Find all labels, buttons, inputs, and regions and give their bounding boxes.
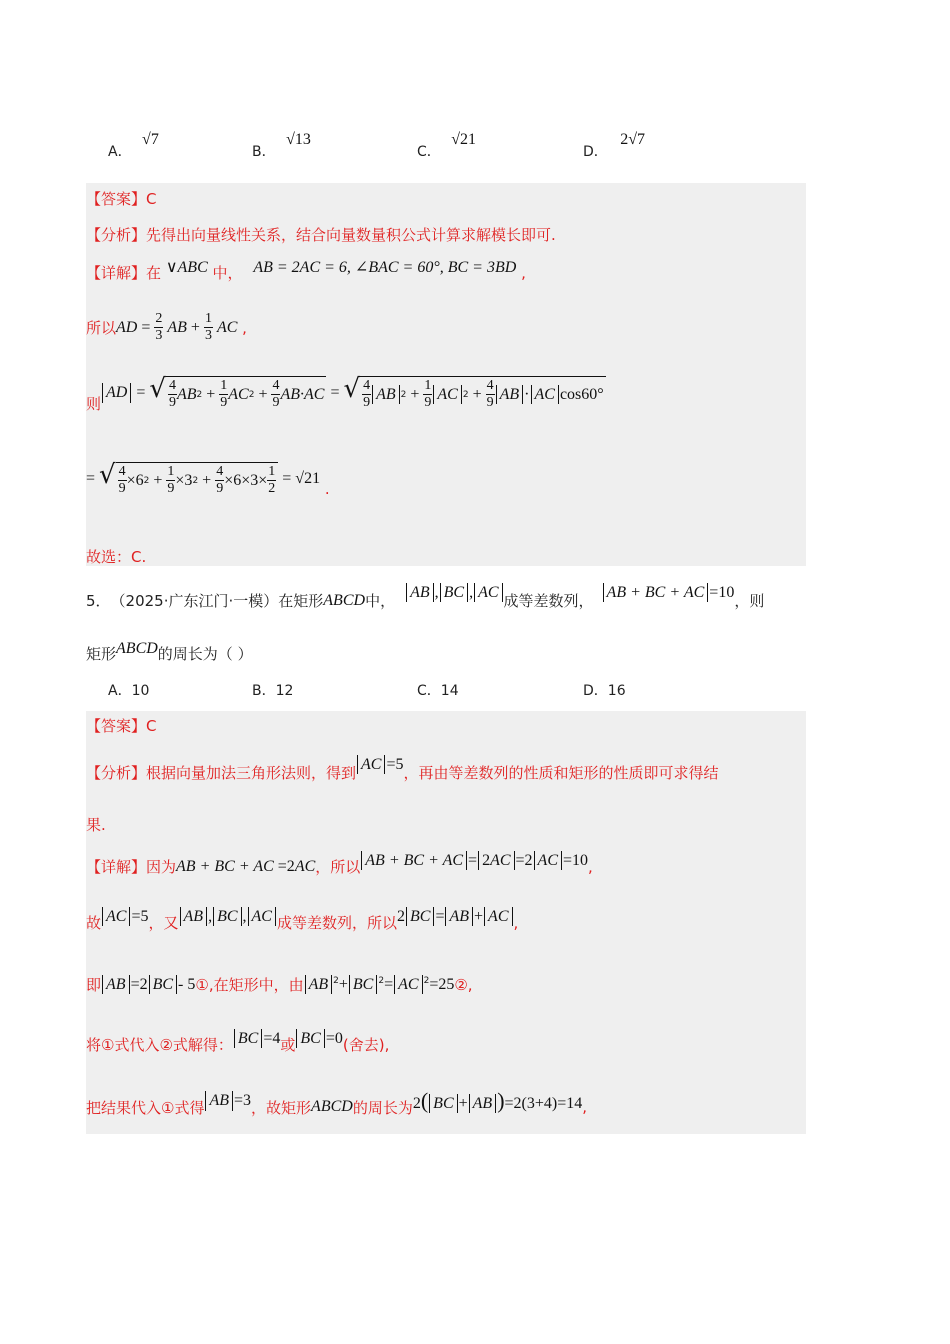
stem-text: 中， [365, 592, 396, 610]
answer-tag: 【答案】 [86, 190, 147, 208]
q5-stem-line1: 5． （2025·广东江门·一模） 在矩形 ABCD 中， AB , BC , AC 成等差数列， AB + BC + AC =10 ，则 [86, 583, 765, 610]
analysis-tag: 【分析】 [86, 226, 147, 244]
detail-text: 则 [86, 394, 102, 413]
detail-text: 在 [146, 264, 162, 282]
option-label: A． [108, 683, 132, 699]
answer-tag: 【答案】 [86, 717, 147, 735]
q4-detail-line3: 则 AD = √ $\frac{4}{9}$ AB 2 + $\frac{1}{9}$ AC 2 + $\frac{4}{9}$ AB·AC = √ $\frac{4}{9}$ AB 2 + $\frac{1}{9}$ AC 2 + $\frac{4}{9}$ AB · AC cos60° [86, 374, 604, 413]
q5-analysis-line2: 果. [86, 816, 106, 834]
question-source: （2025·广东江门·一模） [110, 592, 279, 610]
q5-option-b [252, 680, 293, 700]
detail-text: 故 [86, 914, 102, 932]
option-value: 16 [607, 683, 626, 699]
q4-option-c [417, 131, 477, 161]
rect-label: ABCD [311, 1098, 353, 1115]
q5-detail-line2: 故 AC =5 ，又 AB , BC , AC 成等差数列，所以 2 BC = AB + AC , [86, 907, 519, 932]
q5-option-d [583, 680, 626, 700]
stem-text: 成等差数列， [503, 592, 594, 610]
option-value: 14 [440, 683, 459, 699]
q5-answer [86, 715, 157, 736]
stem-text: ，则 [734, 592, 765, 610]
q4-analysis [86, 224, 556, 245]
stem-text: 矩形 [86, 645, 117, 663]
q4-answer [86, 188, 157, 209]
q5-detail-line4: 将①式代入②式解得： BC =4 或 BC =0 (舍去), [86, 1029, 390, 1054]
q4-option-a [108, 131, 159, 161]
option-label: D． [583, 683, 608, 699]
rect-label: ABCD [323, 591, 366, 609]
q5-detail-line3: 即 AB =2 BC - 5 ①,在矩形中，由 AB $^2$+ BC $^2$= AC $^2$=25 ②, [86, 975, 473, 994]
analysis-text: ，再由等差数列的性质和矩形的性质即可求得结 [403, 764, 719, 782]
q5-analysis-line1: 【分析】 根据向量加法三角形法则，得到 AC =5 ，再由等差数列的性质和矩形的性质即可求得结 [86, 755, 719, 782]
q5-detail-line1: 【详解】 因为 AB + BC + AC =2 AC ，所以 AB + BC + AC = 2AC =2 AC =10 , [86, 851, 593, 876]
q4-option-b [252, 131, 311, 161]
detail-text: ①,在矩形中，由 [195, 976, 304, 994]
detail-tag: 【详解】 [86, 264, 147, 282]
q5-detail-line5: 把结果代入①式得 AB =3 ，故矩形 ABCD 的周长为 2( BC + AB )=2(3+4)=14 , [86, 1088, 588, 1117]
detail-text: ，所以 [315, 858, 361, 876]
option-label: B． [252, 144, 276, 160]
answer-value: C [146, 717, 157, 735]
option-label: C． [417, 144, 441, 160]
q4-option-d [583, 131, 646, 161]
option-value: √13 [286, 131, 311, 148]
detail-text: 因为 [146, 858, 177, 876]
stem-formula: =10 [709, 583, 735, 601]
answer-value: C [146, 190, 157, 208]
detail-text: 中， [212, 264, 243, 282]
question-number: 5． [86, 592, 111, 610]
option-value: 12 [275, 683, 294, 699]
detail-tag: 【详解】 [86, 858, 147, 876]
condition-formula: AB = 2AC = 6, ∠BAC = 60°, BC = 3BD [253, 259, 517, 276]
detail-text: ，又 [148, 914, 179, 932]
option-label: A． [108, 144, 132, 160]
option-label: D． [583, 144, 608, 160]
q4-detail-line2: 所以 AD = $\frac{2}{3}$ AB + $\frac{1}{3}$ AC , [86, 311, 247, 343]
analysis-text: 根据向量加法三角形法则，得到 [146, 764, 357, 782]
detail-text: ，故矩形 [251, 1098, 312, 1117]
q4-final: 故选：C. [86, 548, 147, 566]
detail-text: 把结果代入①式得 [86, 1098, 205, 1117]
option-value: 2√7 [620, 131, 646, 148]
detail-text: (舍去), [342, 1036, 390, 1054]
option-value: √21 [451, 131, 477, 148]
option-value: 10 [131, 683, 150, 699]
analysis-text: 先得出向量线性关系，结合向量数量积公式计算求解模长即可. [146, 226, 556, 244]
detail-text: 即 [86, 976, 102, 994]
stem-text: 在矩形 [278, 592, 324, 610]
q5-stem-line2 [86, 640, 253, 664]
q4-detail-line1: 【详解】在 ∨ABC 中， AB = 2AC = 6, ∠BAC = 60°, BC = 3BD , [86, 259, 526, 282]
stem-text: 的周长为（ ） [157, 645, 253, 663]
detail-text: 所以 [86, 319, 117, 337]
detail-text: 的周长为 [352, 1098, 413, 1117]
rect-label: ABCD [116, 640, 158, 657]
option-value: √7 [142, 131, 159, 148]
triangle-label: ∨ABC [165, 259, 208, 276]
detail-text: ②, [454, 975, 473, 994]
detail-text: 将①式代入②式解得： [86, 1036, 233, 1054]
analysis-tag: 【分析】 [86, 764, 147, 782]
detail-text: 成等差数列，所以 [276, 914, 397, 932]
detail-text: 或 [280, 1036, 296, 1054]
q5-option-c [417, 680, 459, 700]
q4-detail-line4: = √ $\frac{4}{9}$ ×6 2 + $\frac{1}{9}$ ×3 2 + $\frac{4}{9}$ ×6×3× $\frac{1}{2}$ = √21 . [86, 460, 330, 498]
q5-option-a [108, 680, 149, 700]
option-label: C． [417, 683, 441, 699]
option-label: B． [252, 683, 276, 699]
